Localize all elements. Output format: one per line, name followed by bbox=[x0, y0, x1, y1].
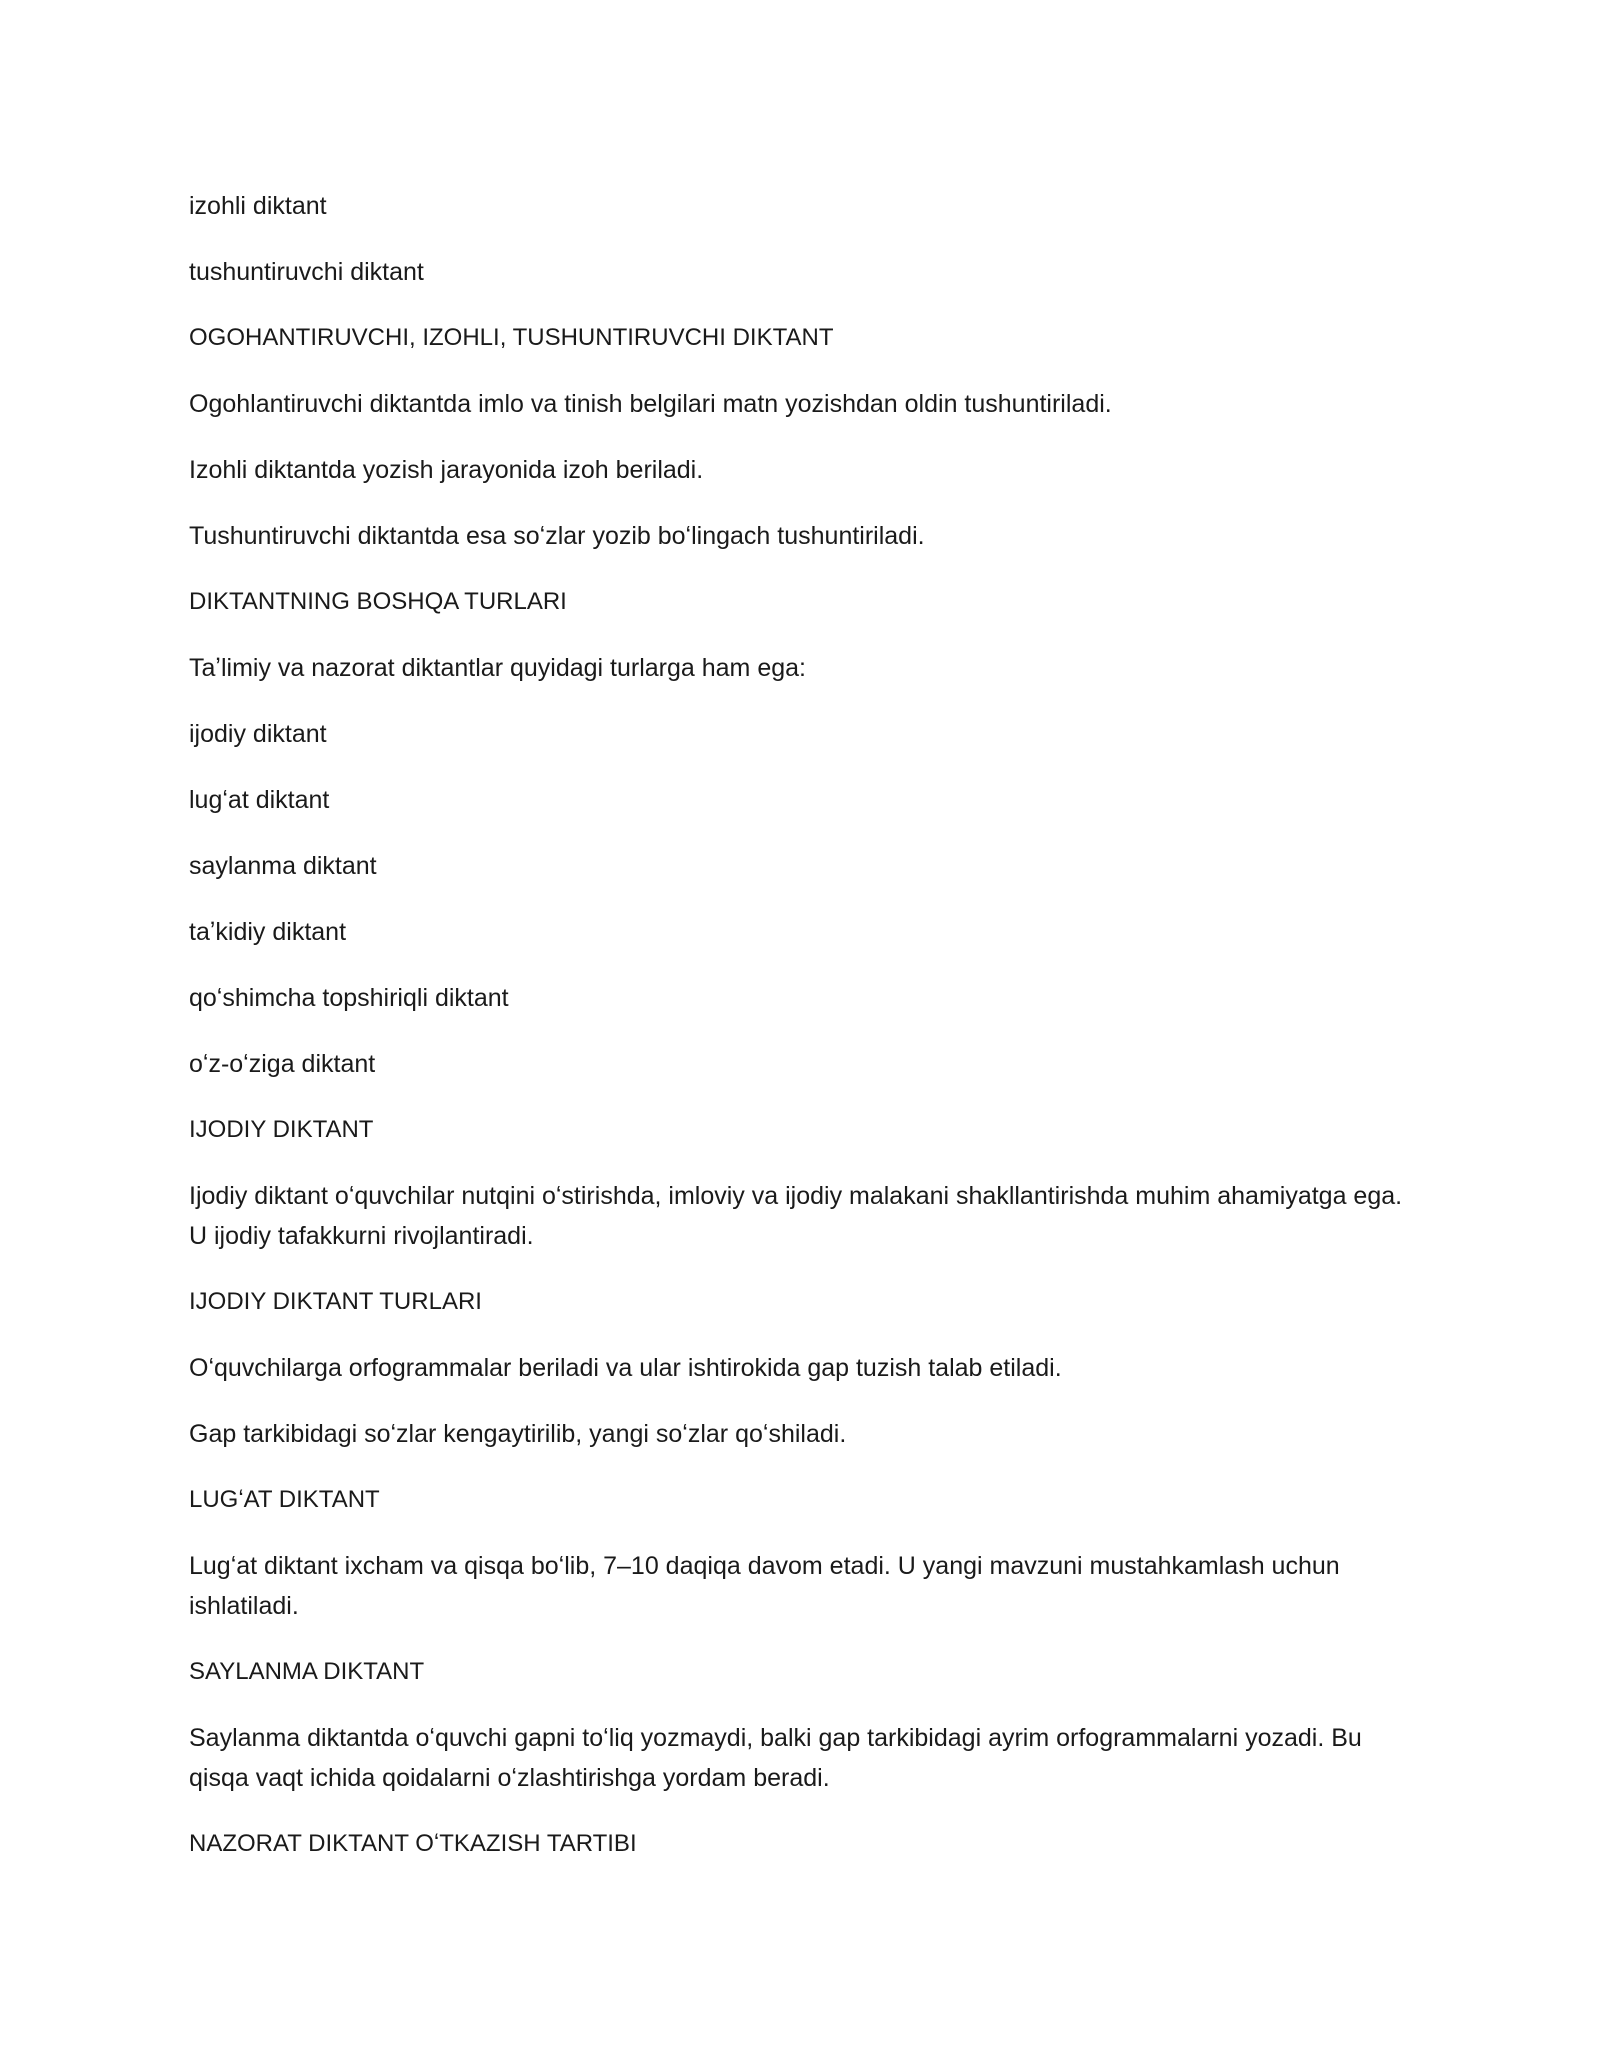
section-heading: LUGʻAT DIKTANT bbox=[189, 1486, 380, 1513]
section-heading: IJODIY DIKTANT bbox=[189, 1116, 374, 1143]
body-paragraph: Taʼlimiy va nazorat diktantlar quyidagi turlarga ham ega: bbox=[189, 654, 806, 682]
list-item: saylanma diktant bbox=[189, 852, 377, 880]
body-paragraph: Gap tarkibidagi soʻzlar kengaytirilib, yangi soʻzlar qoʻshiladi. bbox=[189, 1420, 847, 1448]
body-paragraph: Ijodiy diktant oʻquvchilar nutqini oʻstirishda, imloviy va ijodiy malakani shakllantirishda muhim ahamiyatga ega. U ijodiy tafakkurni rivojlantiradi. bbox=[189, 1182, 1403, 1250]
list-item: lugʻat diktant bbox=[189, 786, 330, 814]
section-heading: SAYLANMA DIKTANT bbox=[189, 1658, 425, 1685]
list-item: ijodiy diktant bbox=[189, 720, 327, 748]
body-paragraph: Izohli diktantda yozish jarayonida izoh beriladi. bbox=[189, 456, 704, 484]
section-heading: DIKTANTNING BOSHQA TURLARI bbox=[189, 588, 567, 615]
section-heading: IJODIY DIKTANT TURLARI bbox=[189, 1288, 482, 1315]
body-paragraph: Lugʻat diktant ixcham va qisqa boʻlib, 7–10 daqiqa davom etadi. U yangi mavzuni mustahkamlash uchun ishlatiladi. bbox=[189, 1552, 1340, 1620]
body-paragraph: Oʻquvchilarga orfogrammalar beriladi va ular ishtirokida gap tuzish talab etiladi. bbox=[189, 1354, 1062, 1382]
body-paragraph: Ogohlantiruvchi diktantda imlo va tinish belgilari matn yozishdan oldin tushuntiriladi. bbox=[189, 390, 1112, 418]
section-heading: NAZORAT DIKTANT OʻTKAZISH TARTIBI bbox=[189, 1830, 637, 1857]
list-item: taʼkidiy diktant bbox=[189, 918, 347, 946]
list-item: qoʻshimcha topshiriqli diktant bbox=[189, 984, 509, 1012]
list-item: tushuntiruvchi diktant bbox=[189, 258, 424, 286]
list-item: izohli diktant bbox=[189, 192, 327, 220]
body-paragraph: Tushuntiruvchi diktantda esa soʻzlar yozib boʻlingach tushuntiriladi. bbox=[189, 522, 925, 550]
body-paragraph: Saylanma diktantda oʻquvchi gapni toʻliq yozmaydi, balki gap tarkibidagi ayrim orfogrammalarni yozadi. Bu qisqa vaqt ichida qoidalarni oʻzlashtirishga yordam beradi. bbox=[189, 1724, 1362, 1792]
section-heading: OGOHANTIRUVCHI, IZOHLI, TUSHUNTIRUVCHI DIKTANT bbox=[189, 324, 834, 351]
document-body bbox=[189, 186, 1419, 1890]
list-item: oʻz-oʻziga diktant bbox=[189, 1050, 376, 1078]
